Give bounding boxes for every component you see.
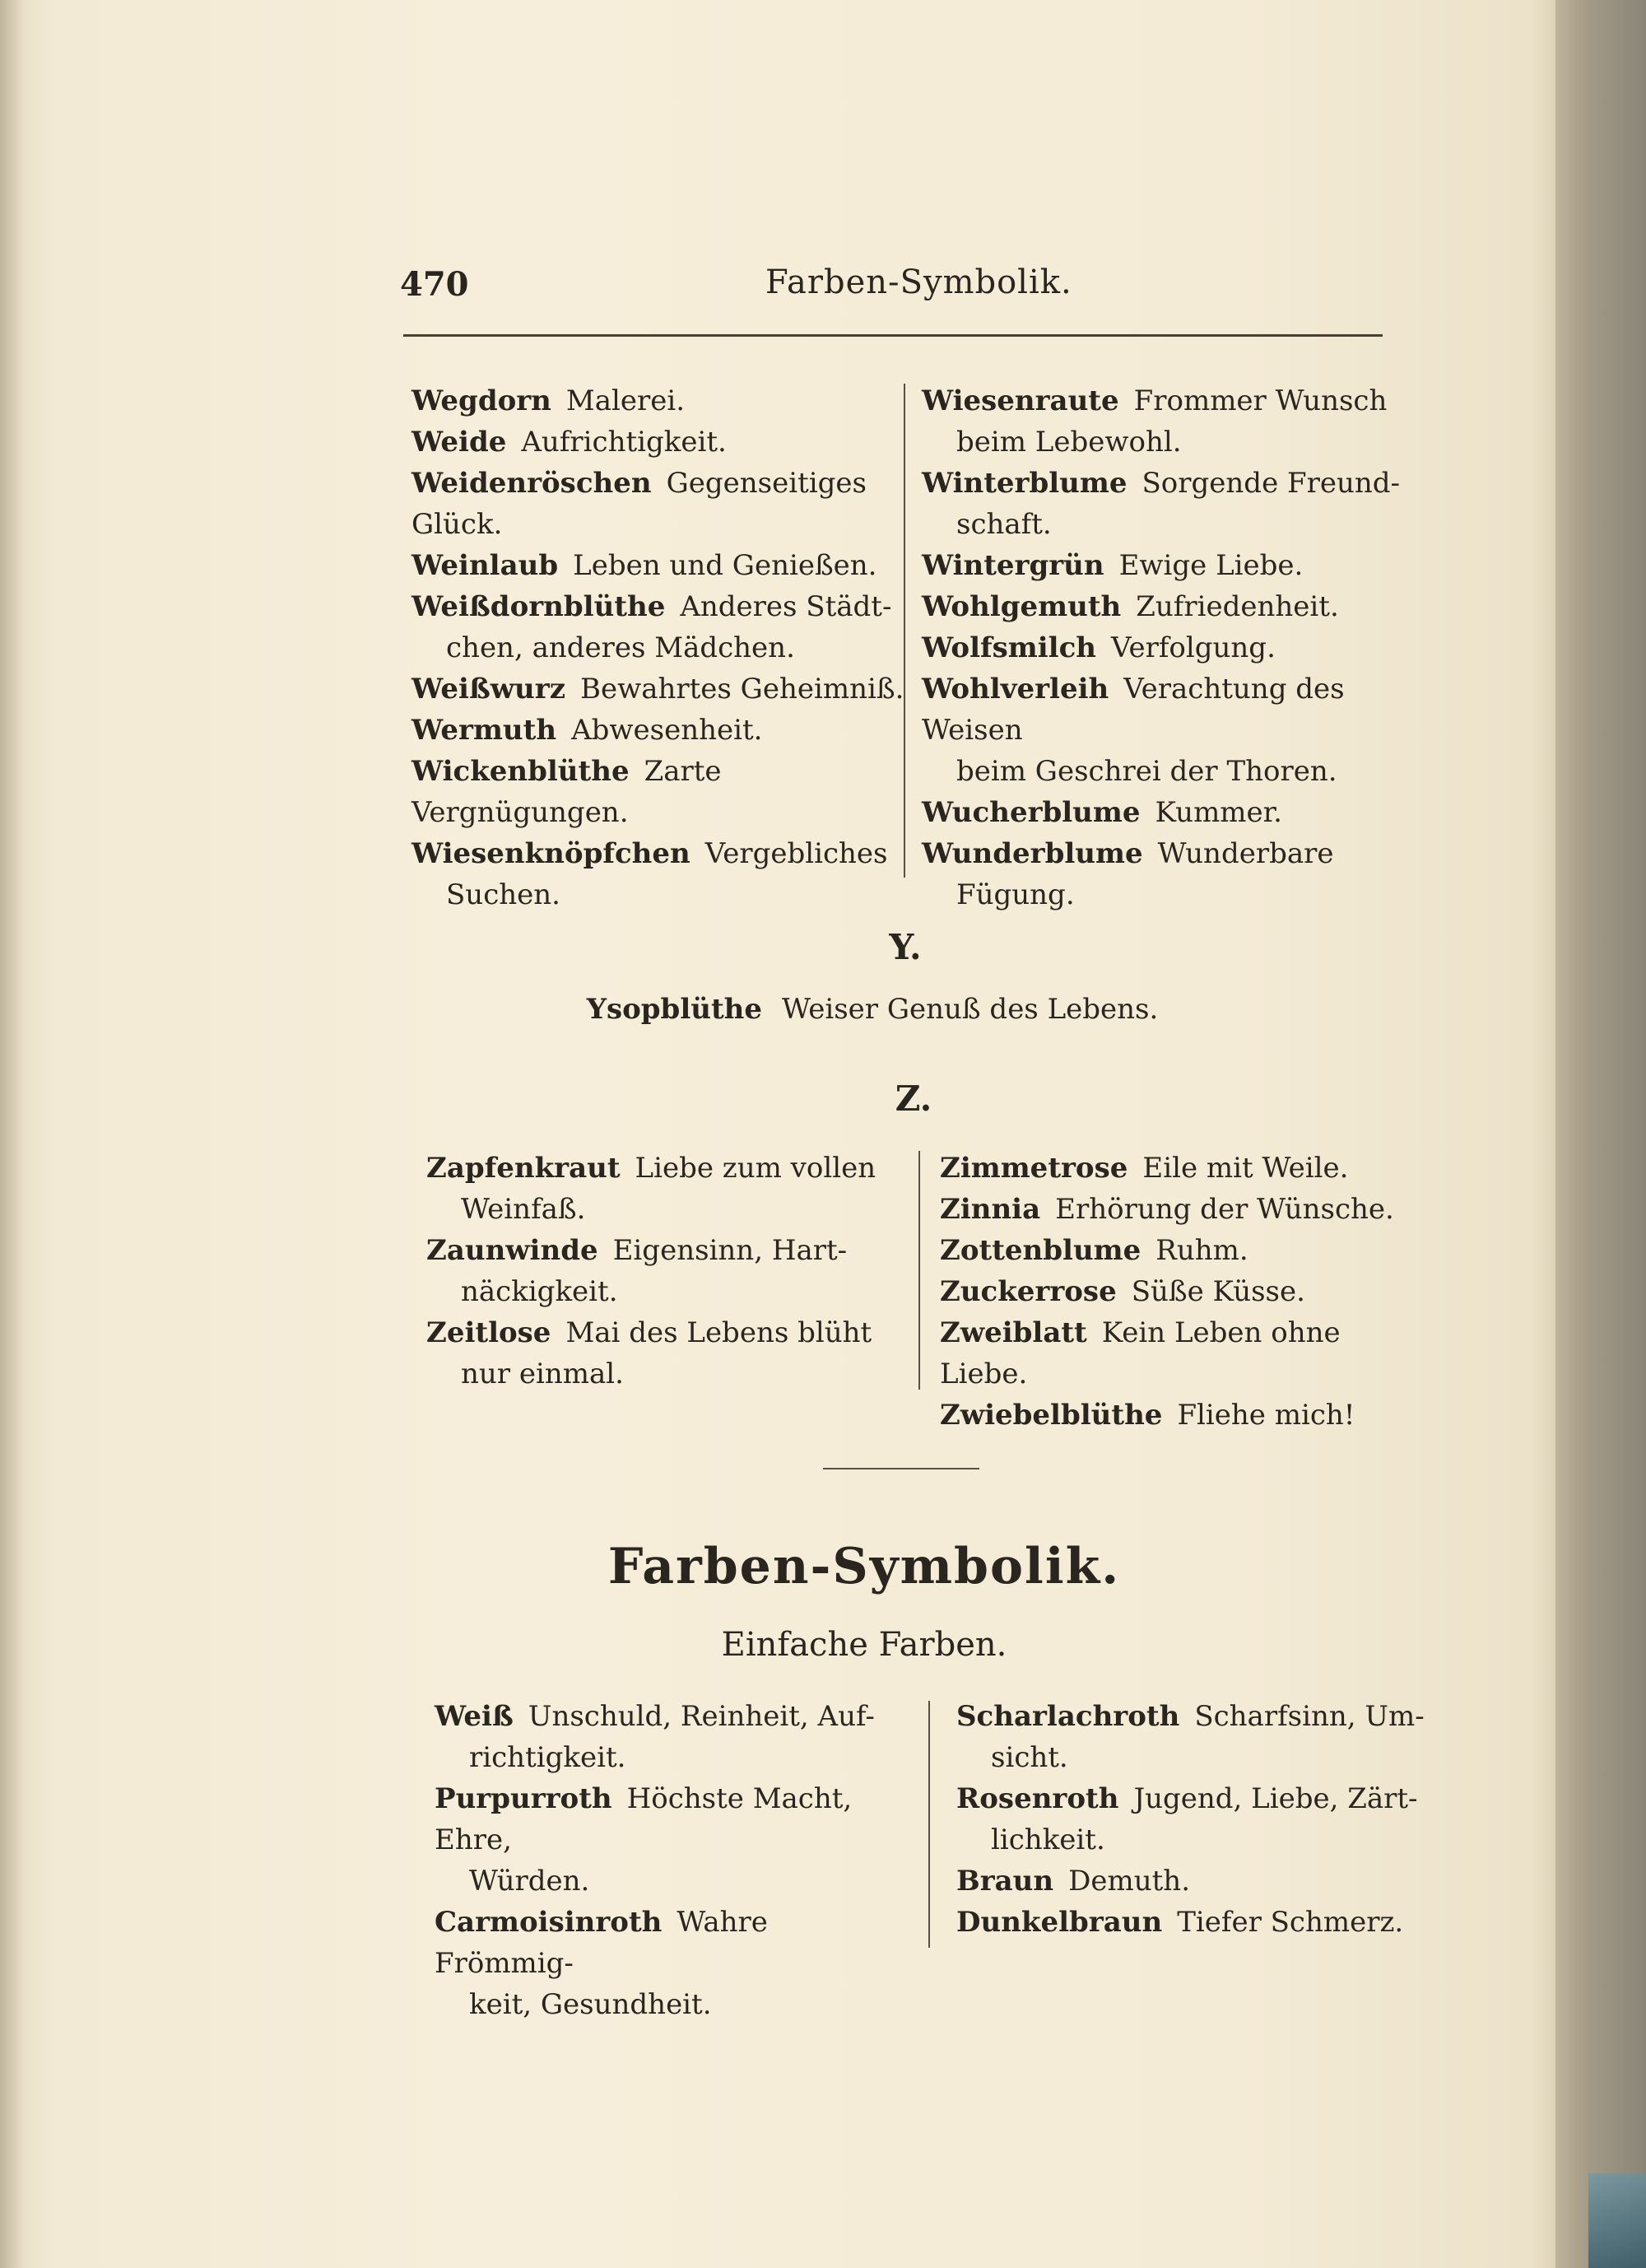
entry-meaning: Sorgende Freund-	[1142, 467, 1401, 500]
entry-term: Wickenblüthe	[412, 755, 630, 788]
entry-term: Wiesenraute	[922, 384, 1119, 417]
entry-term: Zaunwinde	[426, 1234, 598, 1267]
entry-meaning: Anderes Städt-	[680, 590, 892, 623]
dictionary-entry	[922, 627, 1416, 668]
dictionary-entry	[426, 1230, 912, 1312]
dictionary-entry	[412, 833, 905, 915]
entry-meaning: Mai des Lebens blüht	[565, 1316, 872, 1349]
entry-meaning: Leben und Genießen.	[573, 549, 877, 582]
entry-continuation: nur einmal.	[461, 1358, 624, 1390]
entry-continuation: beim Lebewohl.	[956, 426, 1182, 459]
entry-term: Zuckerrose	[940, 1275, 1117, 1308]
page-corner	[1588, 2173, 1646, 2268]
dictionary-entry	[435, 1902, 912, 2025]
entry-term: Rosenroth	[956, 1782, 1119, 1815]
entry-term: Zeitlose	[426, 1316, 551, 1349]
entry-term: Braun	[956, 1865, 1054, 1898]
entry-term: Carmoisinroth	[435, 1906, 663, 1939]
entry-term: Wolfsmilch	[922, 631, 1097, 664]
entry-term: Weißdornblüthe	[412, 590, 666, 623]
entry-term: Dunkelbraun	[956, 1906, 1163, 1939]
w-left-column	[412, 380, 905, 915]
entry-meaning: Vergebliches	[704, 837, 888, 870]
entry-meaning: Verfolgung.	[1111, 631, 1276, 664]
entry-term: Winterblume	[922, 467, 1128, 500]
header-rule	[403, 334, 1383, 337]
entry-term: Zapfenkraut	[426, 1152, 621, 1185]
colors-left-column	[435, 1696, 912, 2025]
entry-meaning: Jugend, Liebe, Zärt-	[1133, 1782, 1418, 1815]
dictionary-entry	[922, 833, 1416, 915]
dictionary-entry	[922, 586, 1416, 627]
dictionary-entry	[940, 1271, 1434, 1312]
entry-continuation: richtigkeit.	[469, 1741, 626, 1774]
entry-continuation: Weinfaß.	[461, 1193, 586, 1226]
section-title: Farben-Symbolik.	[607, 1538, 1121, 1595]
letter-heading-z: Z.	[895, 1078, 932, 1119]
binding-shadow	[0, 0, 25, 2268]
entry-term: Weidenröschen	[412, 467, 652, 500]
entry-meaning: Abwesenheit.	[571, 714, 763, 747]
dictionary-entry	[412, 710, 905, 751]
dictionary-entry	[412, 421, 905, 463]
entry-continuation: beim Geschrei der Thoren.	[956, 755, 1337, 788]
dictionary-entry	[940, 1312, 1434, 1395]
y-term: Ysopblüthe	[586, 993, 763, 1026]
entry-term: Wiesenknöpfchen	[412, 837, 690, 870]
entry-term: Zweiblatt	[940, 1316, 1087, 1349]
entry-continuation: näckigkeit.	[461, 1275, 618, 1308]
entry-term: Weinlaub	[412, 549, 559, 582]
entry-term: Weiß	[435, 1700, 514, 1733]
entry-term: Wohlverleih	[922, 673, 1109, 706]
column-divider	[904, 384, 905, 878]
entry-meaning: Wunderbare	[1157, 837, 1334, 870]
entry-term: Zottenblume	[940, 1234, 1142, 1267]
w-right-column	[922, 380, 1416, 915]
entry-meaning: Süße Küsse.	[1131, 1275, 1305, 1308]
column-divider	[928, 1701, 930, 1948]
entry-meaning: Malerei.	[565, 384, 686, 417]
entry-term: Weißwurz	[412, 673, 565, 706]
running-title: Farben-Symbolik.	[765, 263, 1072, 301]
entry-term: Wunderblume	[922, 837, 1143, 870]
entry-meaning: Zarte Vergnügungen.	[412, 755, 722, 829]
dictionary-entry	[940, 1189, 1434, 1230]
dictionary-entry	[922, 668, 1416, 792]
entry-meaning: Kein Leben ohne Liebe.	[940, 1316, 1341, 1390]
entry-continuation: schaft.	[956, 508, 1052, 541]
entry-continuation: lichkeit.	[991, 1823, 1105, 1856]
entry-term: Zinnia	[940, 1193, 1041, 1226]
dictionary-entry	[426, 1312, 912, 1395]
dictionary-entry	[956, 1861, 1442, 1902]
entry-continuation: sicht.	[991, 1741, 1068, 1774]
entry-meaning: Demuth.	[1068, 1865, 1191, 1898]
z-left-column	[426, 1148, 912, 1395]
dictionary-entry	[922, 380, 1416, 463]
y-meaning: Weiser Genuß des Lebens.	[782, 993, 1159, 1026]
entry-continuation: Würden.	[469, 1865, 590, 1898]
column-divider	[918, 1151, 920, 1390]
dictionary-entry	[412, 380, 905, 421]
entry-continuation: Suchen.	[446, 878, 560, 911]
entry-meaning: Ewige Liebe.	[1118, 549, 1304, 582]
entry-term: Wintergrün	[922, 549, 1104, 582]
dictionary-entry	[940, 1395, 1434, 1436]
dictionary-entry	[956, 1778, 1442, 1861]
dictionary-entry	[956, 1696, 1442, 1778]
dictionary-entry	[956, 1902, 1442, 1943]
section-divider	[823, 1468, 979, 1469]
entry-meaning: Ruhm.	[1155, 1234, 1248, 1267]
dictionary-entry	[412, 463, 905, 545]
dictionary-entry	[412, 751, 905, 833]
dictionary-entry	[922, 463, 1416, 545]
dictionary-entry	[922, 792, 1416, 833]
entry-meaning: Tiefer Schmerz.	[1177, 1906, 1404, 1939]
dictionary-entry	[435, 1696, 912, 1778]
entry-meaning: Höchste Macht, Ehre,	[435, 1782, 853, 1856]
colors-right-column	[956, 1696, 1442, 1943]
dictionary-entry	[922, 545, 1416, 586]
entry-meaning: Erhörung der Wünsche.	[1055, 1193, 1394, 1226]
page-number: 470	[400, 265, 469, 304]
entry-term: Scharlachroth	[956, 1700, 1180, 1733]
entry-meaning: Unschuld, Reinheit, Auf-	[528, 1700, 875, 1733]
entry-meaning: Gegenseitiges Glück.	[412, 467, 867, 541]
letter-heading-y: Y.	[889, 927, 922, 967]
dictionary-entry	[940, 1230, 1434, 1271]
entry-term: Zwiebelblüthe	[940, 1399, 1163, 1432]
page-edge	[1555, 0, 1646, 2268]
entry-meaning: Frommer Wunsch	[1133, 384, 1388, 417]
entry-meaning: Zufriedenheit.	[1136, 590, 1339, 623]
z-right-column	[940, 1148, 1434, 1436]
entry-meaning: Wahre Frömmig-	[435, 1906, 768, 1980]
entry-continuation: keit, Gesundheit.	[469, 1988, 712, 2021]
entry-continuation: Fügung.	[956, 878, 1075, 911]
dictionary-entry	[435, 1778, 912, 1902]
entry-term: Purpurroth	[435, 1782, 612, 1815]
entry-term: Wermuth	[412, 714, 557, 747]
entry-meaning: Verachtung des Weisen	[922, 673, 1345, 747]
entry-term: Wohlgemuth	[922, 590, 1122, 623]
entry-meaning: Scharfsinn, Um-	[1194, 1700, 1425, 1733]
entry-meaning: Eile mit Weile.	[1142, 1152, 1349, 1185]
y-entry	[535, 993, 1210, 1026]
section-subtitle: Einfache Farben.	[721, 1626, 1007, 1664]
entry-term: Weide	[412, 426, 507, 459]
dictionary-entry	[412, 668, 905, 710]
dictionary-entry	[426, 1148, 912, 1230]
entry-meaning: Kummer.	[1155, 796, 1282, 829]
dictionary-entry	[412, 586, 905, 668]
entry-meaning: Eigensinn, Hart-	[612, 1234, 848, 1267]
entry-meaning: Fliehe mich!	[1177, 1399, 1355, 1432]
entry-meaning: Bewahrtes Geheimniß.	[580, 673, 904, 706]
entry-term: Zimmetrose	[940, 1152, 1128, 1185]
dictionary-entry	[412, 545, 905, 586]
entry-term: Wucherblume	[922, 796, 1141, 829]
entry-continuation: chen, anderes Mädchen.	[446, 631, 795, 664]
entry-meaning: Aufrichtigkeit.	[521, 426, 727, 459]
dictionary-entry	[940, 1148, 1434, 1189]
entry-meaning: Liebe zum vollen	[635, 1152, 876, 1185]
entry-term: Wegdorn	[412, 384, 551, 417]
